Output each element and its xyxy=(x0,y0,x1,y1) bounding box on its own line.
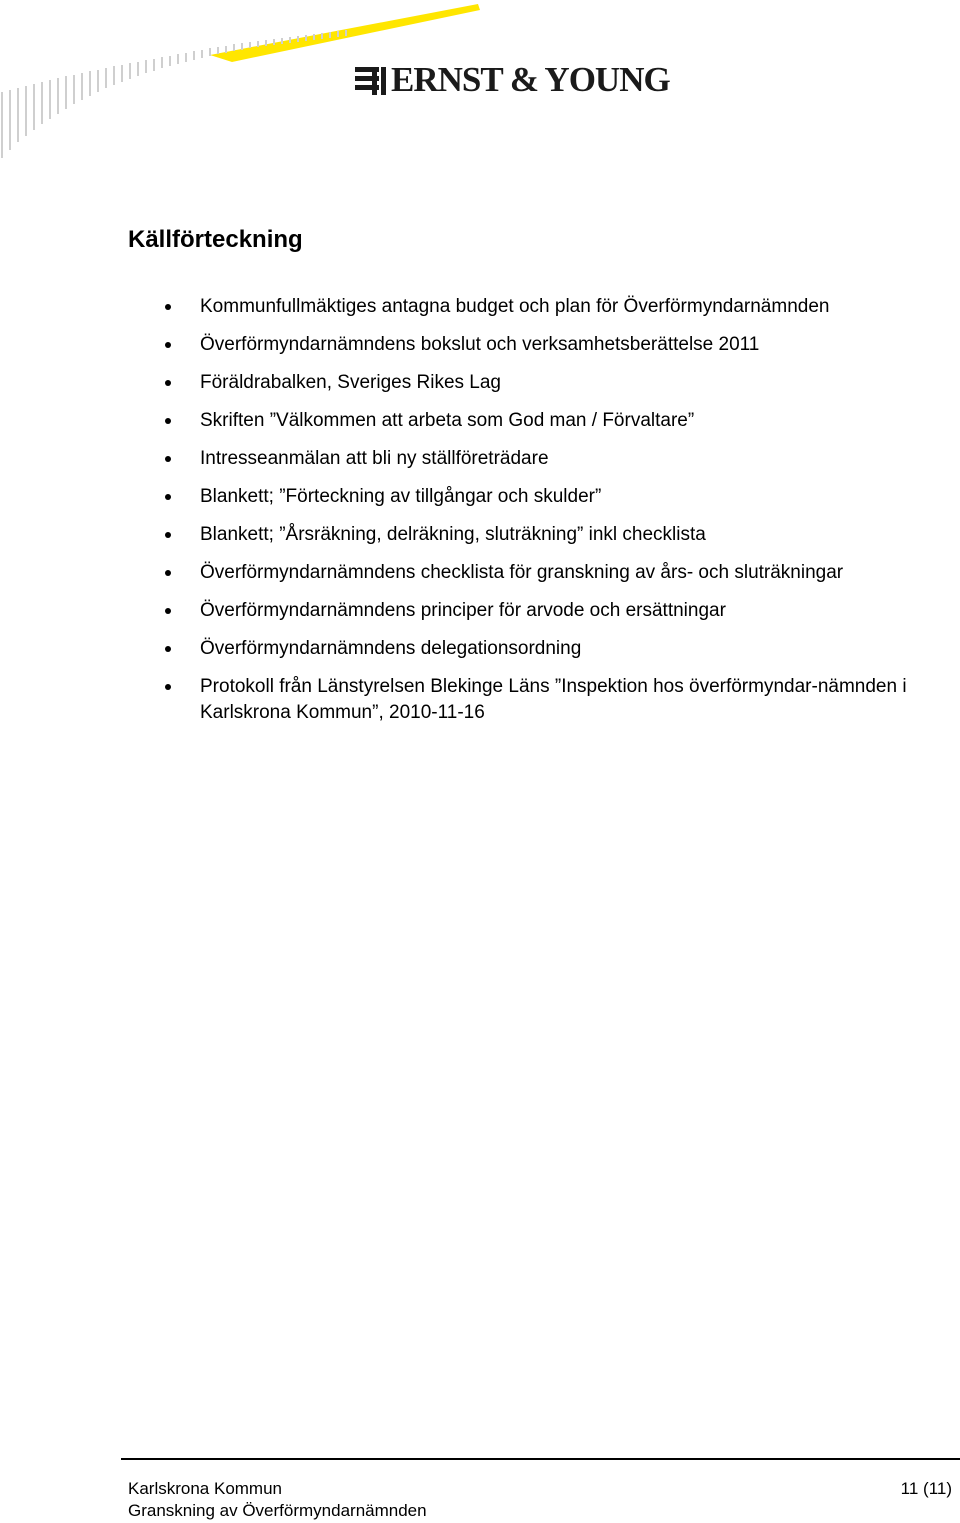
bullet-icon xyxy=(165,342,171,348)
bullet-icon xyxy=(165,532,171,538)
logo-bars xyxy=(2,30,346,158)
logo-mark xyxy=(355,67,386,95)
reference-text: Protokoll från Länstyrelsen Blekinge Läns ”Inspektion hos överförmyndar-nämnden i Karlskrona Kommun”, 2010-11-16 xyxy=(200,676,907,723)
bullet-icon xyxy=(165,570,171,576)
reference-item xyxy=(165,408,945,434)
bullet-icon xyxy=(165,304,171,310)
reference-item xyxy=(165,446,945,472)
bullet-icon xyxy=(165,684,171,690)
reference-text: Kommunfullmäktiges antagna budget och plan för Överförmyndarnämnden xyxy=(200,296,830,317)
reference-text: Blankett; ”Årsräkning, delräkning, sluträkning” inkl checklista xyxy=(200,524,706,545)
bullet-icon xyxy=(165,608,171,614)
reference-text: Överförmyndarnämndens delegationsordning xyxy=(200,638,582,659)
reference-item xyxy=(165,294,945,320)
bullet-icon xyxy=(165,646,171,652)
bullet-icon xyxy=(165,456,171,462)
reference-text: Överförmyndarnämndens principer för arvode och ersättningar xyxy=(200,600,726,621)
bullet-icon xyxy=(165,418,171,424)
page-number: 11 (11) xyxy=(900,1479,952,1498)
reference-text: Föräldrabalken, Sveriges Rikes Lag xyxy=(200,372,501,393)
bullet-icon xyxy=(165,380,171,386)
page-title: Källförteckning xyxy=(128,226,303,253)
reference-item xyxy=(165,598,945,624)
footer-divider xyxy=(121,1458,960,1460)
footer-report-title: Granskning av Överförmyndarnämnden xyxy=(128,1501,427,1520)
reference-text: Överförmyndarnämndens bokslut och verksamhetsberättelse 2011 xyxy=(200,334,760,355)
reference-item xyxy=(165,484,945,510)
reference-item xyxy=(165,522,945,548)
footer-info xyxy=(128,1478,427,1522)
reference-item xyxy=(165,674,945,726)
reference-item xyxy=(165,332,945,358)
reference-item xyxy=(165,370,945,396)
reference-text: Blankett; ”Förteckning av tillgångar och skulder” xyxy=(200,486,602,507)
bullet-icon xyxy=(165,494,171,500)
reference-text: Intresseanmälan att bli ny ställföreträdare xyxy=(200,448,549,469)
reference-item xyxy=(165,560,945,586)
logo-wordmark: ERNST & YOUNG xyxy=(391,60,670,99)
reference-list xyxy=(165,294,945,738)
reference-text: Överförmyndarnämndens checklista för granskning av års- och sluträkningar xyxy=(200,562,844,583)
footer-organization: Karlskrona Kommun xyxy=(128,1479,283,1498)
reference-item xyxy=(165,636,945,662)
reference-text: Skriften ”Välkommen att arbeta som God man / Förvaltare” xyxy=(200,410,695,431)
